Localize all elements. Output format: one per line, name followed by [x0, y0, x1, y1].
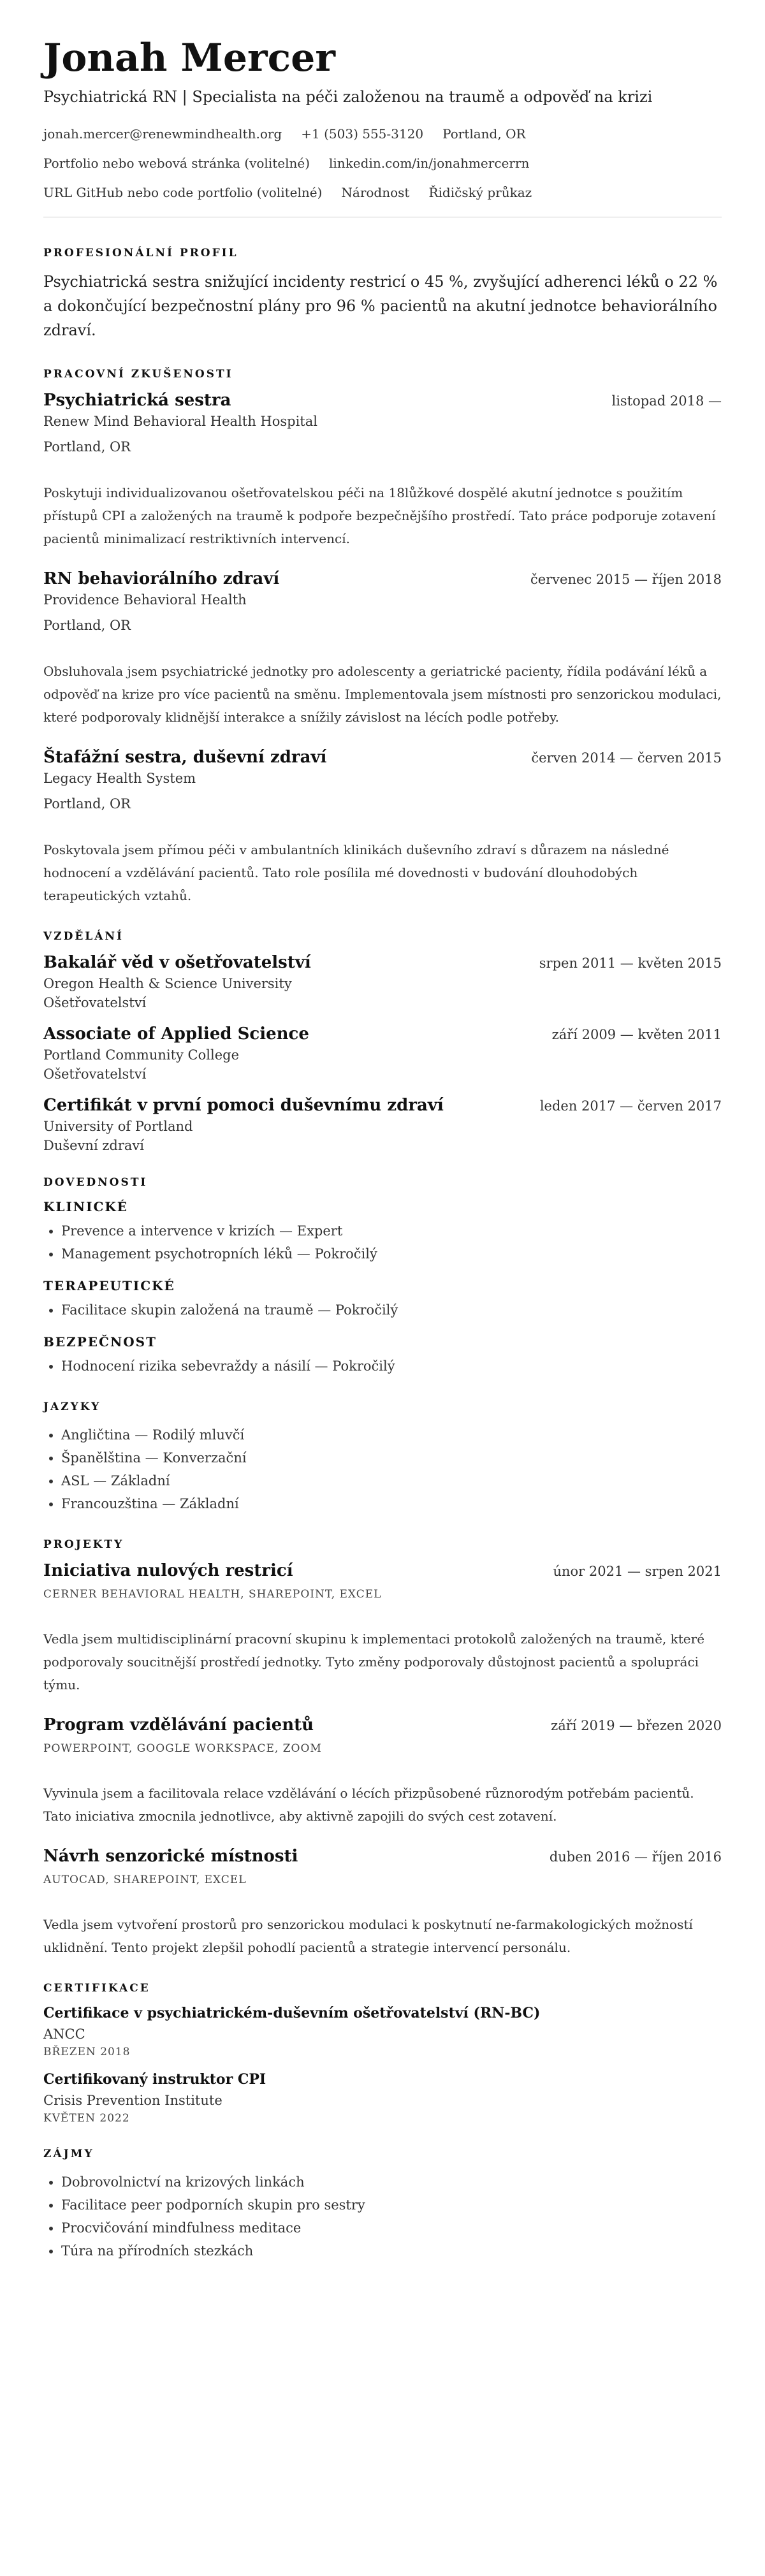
education-entry	[43, 1024, 722, 1082]
project-name: Návrh senzorické místnosti	[43, 1847, 298, 1866]
field-of-study: Duševní zdraví	[43, 1138, 144, 1153]
skill-list	[43, 1219, 722, 1265]
nationality: Národnost	[341, 185, 410, 200]
section-title: ZÁJMY	[43, 2148, 94, 2160]
languages-section	[43, 1401, 722, 1515]
project-tech: POWERPOINT, GOOGLE WORKSPACE, ZOOM	[43, 1742, 322, 1755]
section-title: JAZYKY	[43, 1401, 101, 1413]
interest-item: • Dobrovolnictví na krizových linkách	[61, 2171, 722, 2194]
experience-entry	[43, 391, 722, 550]
skill-item: • Hodnocení rizika sebevraždy a násilí — Pokročilý	[61, 1355, 722, 1378]
certifications-section	[43, 1982, 722, 2125]
school: University of Portland	[43, 1119, 193, 1134]
project-dates: září 2019 — březen 2020	[551, 1718, 722, 1733]
certification-name: Certifikovaný instruktor CPI	[43, 2071, 266, 2088]
skill-list	[43, 1299, 722, 1321]
project-description: Vedla jsem vytvoření prostorů pro senzorickou modulaci k poskytnutí ne-farmakologických možností uklidnění. Tento projekt zlepšil pohodlí pacientů a strategie intervencí personálu.	[43, 1917, 693, 1955]
profile-section	[43, 247, 722, 342]
experience-entry	[43, 748, 722, 907]
github: URL GitHub nebo code portfolio (volitelné)	[43, 185, 323, 200]
school: Portland Community College	[43, 1047, 240, 1063]
skills-section	[43, 1176, 722, 1378]
candidate-name: Jonah Mercer	[43, 36, 335, 80]
certification-date: BŘEZEN 2018	[43, 2046, 131, 2058]
certification-issuer: Crisis Prevention Institute	[43, 2093, 222, 2108]
project-entry	[43, 1847, 722, 1959]
skill-item: • Prevence a intervence v krizích — Expert	[61, 1219, 722, 1242]
project-tech: CERNER BEHAVIORAL HEALTH, SHAREPOINT, EXCEL	[43, 1588, 382, 1601]
job-location: Portland, OR	[43, 618, 131, 633]
interest-item: • Facilitace peer podporních skupin pro sestry	[61, 2194, 722, 2216]
project-name: Iniciativa nulových restricí	[43, 1561, 293, 1580]
field-of-study: Ošetřovatelství	[43, 995, 147, 1010]
job-title: Štafážní sestra, duševní zdraví	[43, 748, 327, 767]
interest-item: • Procvičování mindfulness meditace	[61, 2216, 722, 2239]
section-title: VZDĚLÁNÍ	[43, 930, 124, 943]
certification-name: Certifikace v psychiatrickém-duševním ošetřovatelství (RN-BC)	[43, 2005, 541, 2021]
skill-item: • Management psychotropních léků — Pokročilý	[61, 1242, 722, 1265]
section-title: DOVEDNOSTI	[43, 1176, 148, 1189]
certification-entry	[43, 2071, 722, 2125]
skill-group-title: KLINICKÉ	[43, 1199, 128, 1214]
projects-section	[43, 1538, 722, 1959]
language-list	[43, 1423, 722, 1515]
job-dates: červenec 2015 — říjen 2018	[530, 572, 722, 587]
certification-issuer: ANCC	[43, 2027, 85, 2042]
field-of-study: Ošetřovatelství	[43, 1066, 147, 1082]
skill-group-title: TERAPEUTICKÉ	[43, 1278, 175, 1293]
project-description: Vedla jsem multidisciplinární pracovní skupinu k implementaci protokolů založených na traumě, které podporovaly soucitnější prostředí jednotky. Tyto změny podporovaly důstojnost pacientů a spolupráci týmu.	[43, 1631, 705, 1692]
drivers-license: Řidičský průkaz	[428, 185, 532, 200]
project-tech: AUTOCAD, SHAREPOINT, EXCEL	[43, 1874, 247, 1886]
school: Oregon Health & Science University	[43, 976, 292, 991]
education-dates: leden 2017 — červen 2017	[539, 1098, 722, 1114]
skill-item: • Facilitace skupin založená na traumě — Pokročilý	[61, 1299, 722, 1321]
project-entry	[43, 1561, 722, 1696]
interests-section	[43, 2148, 722, 2262]
certification-entry	[43, 2005, 722, 2058]
contact-row	[43, 121, 722, 147]
job-title: RN behaviorálního zdraví	[43, 569, 280, 588]
degree: Associate of Applied Science	[43, 1024, 309, 1044]
skill-group-title: BEZPEČNOST	[43, 1334, 157, 1350]
education-entry	[43, 953, 722, 1010]
employer: Providence Behavioral Health	[43, 592, 247, 608]
degree: Certifikát v první pomoci duševnímu zdraví	[43, 1096, 444, 1115]
linkedin: linkedin.com/in/jonahmercerrn	[329, 156, 530, 171]
project-entry	[43, 1715, 722, 1828]
project-description: Vyvinula jsem a facilitovala relace vzdělávání o lécích přizpůsobené různorodým potřebám pacientů. Tato iniciativa zmocnila jednotlivce, aby aktivně zapojili do svých cest zotavení.	[43, 1786, 694, 1824]
project-dates: únor 2021 — srpen 2021	[553, 1564, 722, 1579]
experience-section	[43, 368, 722, 907]
job-dates: listopad 2018 —	[611, 393, 722, 409]
section-title: CERTIFIKACE	[43, 1982, 150, 1995]
education-section	[43, 930, 722, 1153]
contact-info	[43, 117, 722, 205]
section-title: PROFESIONÁLNÍ PROFIL	[43, 247, 238, 259]
project-name: Program vzdělávání pacientů	[43, 1715, 314, 1735]
degree: Bakalář věd v ošetřovatelství	[43, 953, 311, 972]
project-dates: duben 2016 — říjen 2016	[549, 1849, 722, 1865]
language-item: • Španělština — Konverzační	[61, 1446, 722, 1469]
education-dates: září 2009 — květen 2011	[551, 1027, 722, 1042]
section-title: PRACOVNÍ ZKUŠENOSTI	[43, 368, 233, 381]
interest-list	[43, 2171, 722, 2262]
section-title: PROJEKTY	[43, 1538, 124, 1551]
language-item: • Angličtina — Rodilý mluvčí	[61, 1423, 722, 1446]
job-description: Poskytovala jsem přímou péči v ambulantních klinikách duševního zdraví s důrazem na následné hodnocení a vzdělávání pacientů. Tato role posílila mé dovednosti v budování dlouhodobých terapeutických vztahů.	[43, 842, 669, 903]
language-item: • ASL — Základní	[61, 1469, 722, 1492]
phone: +1 (503) 555-3120	[301, 126, 424, 142]
skill-list	[43, 1355, 722, 1378]
job-location: Portland, OR	[43, 439, 131, 455]
job-description: Poskytuji individualizovanou ošetřovatelskou péči na 18lůžkové dospělé akutní jednotce s použitím přístupů CPI a založených na traumě k podpoře bezpečnějšího prostředí. Tato práce podporuje zotavení pacientů minimalizací restriktivních intervencí.	[43, 485, 716, 546]
job-location: Portland, OR	[43, 796, 131, 811]
employer: Legacy Health System	[43, 771, 196, 786]
education-dates: srpen 2011 — květen 2015	[539, 956, 722, 971]
headline: Psychiatrická RN | Specialista na péči založenou na traumě a odpověď na krizi	[43, 88, 653, 106]
contact-row	[43, 150, 722, 176]
employer: Renew Mind Behavioral Health Hospital	[43, 414, 317, 429]
language-item: • Francouzština — Základní	[61, 1492, 722, 1515]
job-dates: červen 2014 — červen 2015	[531, 750, 722, 766]
profile-summary: Psychiatrická sestra snižující incidenty restricí o 45 %, zvyšující adherenci léků o 22 % a dokončující bezpečnostní plány pro 96 % pacientů na akutní jednotce behaviorálního zdraví.	[43, 273, 718, 339]
certification-date: KVĚTEN 2022	[43, 2112, 130, 2125]
email: jonah.mercer@renewmindhealth.org	[43, 126, 282, 142]
portfolio: Portfolio nebo webová stránka (volitelné)	[43, 156, 310, 171]
job-title: Psychiatrická sestra	[43, 391, 231, 410]
education-entry	[43, 1096, 722, 1153]
interest-item: • Túra na přírodních stezkách	[61, 2239, 722, 2262]
location: Portland, OR	[442, 126, 526, 142]
resume-header	[43, 37, 722, 205]
job-description: Obsluhovala jsem psychiatrické jednotky pro adolescenty a geriatrické pacienty, řídila podávání léků a odpověď na krize pro více pacientů na směnu. Implementovala jsem místnosti pro senzorickou modulaci, které podporovaly klidnější interakce a snížily závislost na lécích podle potřeby.	[43, 664, 722, 725]
experience-entry	[43, 569, 722, 729]
contact-row	[43, 180, 722, 205]
